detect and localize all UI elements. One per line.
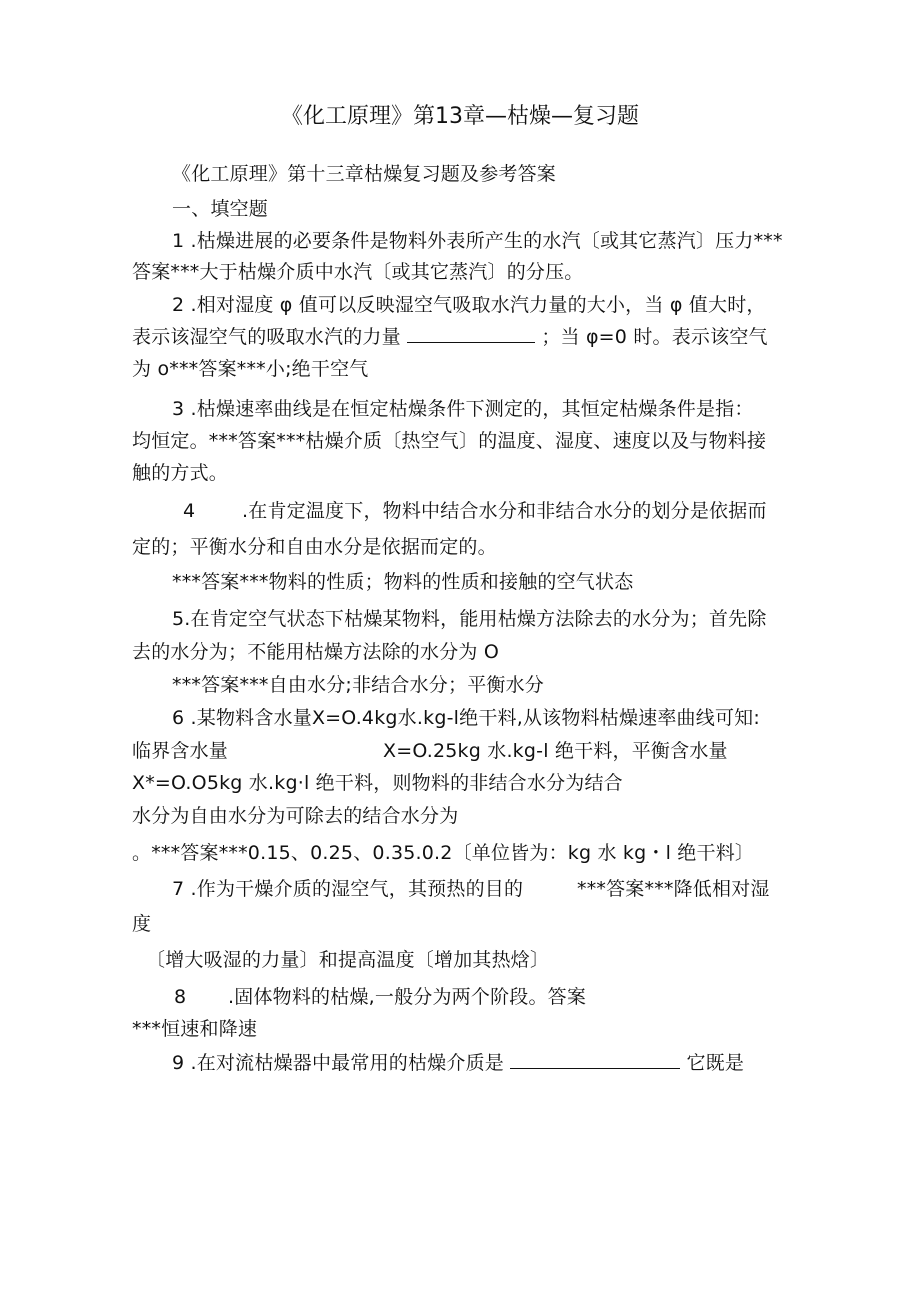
answer-blank <box>407 324 535 343</box>
question-4-line-2: 定的；平衡水分和自由水分是依据而定的。 <box>132 536 497 558</box>
answer-blank <box>510 1050 680 1069</box>
question-7-line-2: 度 <box>132 913 152 935</box>
question-2-line-2 <box>132 324 768 349</box>
question-2-text-b: ；当 φ=0 时。表示该空气 <box>541 326 768 348</box>
question-9-text-a: 9 .在对流枯燥器中最常用的枯燥介质是 <box>172 1052 504 1074</box>
question-7-answer: ***答案***降低相对湿 <box>577 878 770 900</box>
question-3-line-3: 触的方式。 <box>132 462 229 484</box>
question-2-line-1: 2 .相对湿度 φ 值可以反映湿空气吸取水汽力量的大小，当 φ 值大时， <box>172 294 766 316</box>
question-9-text-b: 它既是 <box>686 1052 745 1074</box>
question-2-line-3: 为 o***答案***小;绝干空气 <box>132 358 369 380</box>
question-3-line-1: 3 .枯燥速率曲线是在恒定枯燥条件下测定的，其恒定枯燥条件是指： <box>172 398 754 420</box>
question-7-line-3: 〔增大吸湿的力量〕和提高温度〔增加其热焓〕 <box>146 949 550 971</box>
question-1-line-2: 答案***大于枯燥介质中水汽〔或其它蒸汽〕的分压。 <box>132 261 584 283</box>
question-6-line-2-label: 临界含水量 <box>132 740 229 762</box>
question-6-line-3: X*=O.O5kg 水.kg·l 绝干料，则物料的非结合水分为结合 <box>132 772 623 794</box>
section-heading: 一、填空题 <box>172 198 269 220</box>
question-6-line-4: 水分为自由水分为可除去的结合水分为 <box>132 805 459 827</box>
question-8-number: 8 <box>174 986 187 1008</box>
question-5-answer: ***答案***自由水分;非结合水分；平衡水分 <box>172 674 545 696</box>
question-6-line-2-value: X=O.25kg 水.kg-l 绝干料，平衡含水量 <box>383 740 728 762</box>
page-title: 《化工原理》第13章—枯燥—复习题 <box>281 104 639 129</box>
question-5-line-1: 5.在肯定空气状态下枯燥某物料，能用枯燥方法除去的水分为；首先除 <box>172 608 767 630</box>
question-8-line-1: .固体物料的枯燥,一般分为两个阶段。答案 <box>228 986 587 1008</box>
question-5-line-2: 去的水分为；不能用枯燥方法除的水分为 O <box>132 641 499 663</box>
question-1-line-1: 1 .枯燥进展的必要条件是物料外表所产生的水汽〔或其它蒸汽〕压力*** <box>172 230 783 252</box>
question-7-line-1: 7 .作为干燥介质的湿空气，其预热的目的 <box>172 878 524 900</box>
question-6-answer: 。***答案***0.15、0.25、0.35.0.2〔单位皆为：kg 水 kg・l 绝干料〕 <box>132 842 755 864</box>
question-8-line-2: ***恒速和降速 <box>132 1018 258 1040</box>
question-4-answer: ***答案***物料的性质；物料的性质和接触的空气状态 <box>172 571 634 593</box>
document-subtitle: 《化工原理》第十三章枯燥复习题及参考答案 <box>172 163 557 185</box>
question-6-line-1: 6 .某物料含水量X=O.4kg水.kg-l绝干料,从该物料枯燥速率曲线可知: <box>172 707 760 729</box>
question-3-line-2: 均恒定。***答案***枯燥介质〔热空气〕的温度、湿度、速度以及与物料接 <box>132 430 767 452</box>
question-2-text-a: 表示该湿空气的吸取水汽的力量 <box>132 326 401 348</box>
question-4-line-1: .在肯定温度下，物料中结合水分和非结合水分的划分是依据而 <box>242 500 767 522</box>
question-4-number: 4 <box>183 500 196 522</box>
question-9-line-1 <box>172 1050 744 1075</box>
